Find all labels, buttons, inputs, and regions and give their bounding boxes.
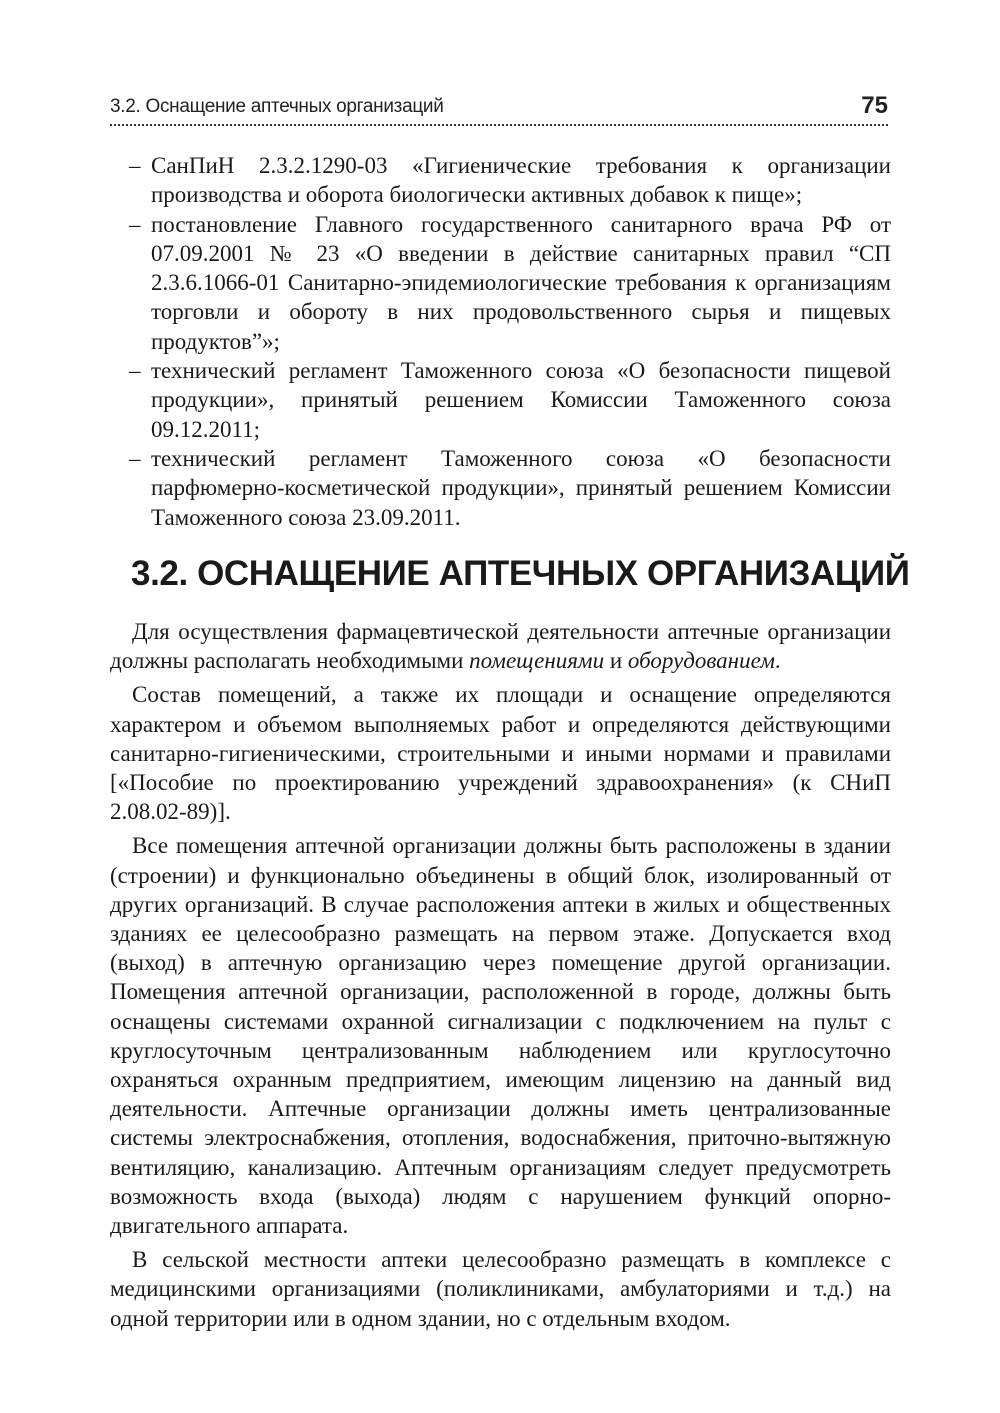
paragraph-text: Для осуществления фармацевтической деятельности аптечные организации должны располагать необходимыми bbox=[110, 619, 891, 674]
list-item bbox=[129, 210, 891, 356]
list-item bbox=[129, 356, 891, 444]
list-item-text: постановление Главного государственного санитарного врача РФ от 07.09.2001 № 23 «О введении в действие санитарных правил “СП 2.3.6.1066-01 Санитарно-эпидемиологические требования к организациям торговли и обороту в них продовольственного сырья и пищевых продуктов”»; bbox=[151, 211, 891, 354]
paragraph: Все помещения аптечной организации должны быть расположены в здании (строении) и функционально объединены в общий блок, изолированный от других организаций. В случае расположения аптеки в жилых и общественных зданиях ее целесообразно размещать на первом этаже. Допускается вход (выход) в аптечную организацию через помещение другой организации. Помещения аптечной организации, расположенной в городе, должны быть оснащены системами охранной сигнализации с подключением на пульт с круглосуточным централизованным наблюдением или круглосуточно охраняться охранным предприятием, имеющим лицензию на данный вид деятельности. Аптечные организации должны иметь централизованные системы электроснабжения, отопления, водоснабжения, приточно-вытяжную вентиляцию, канализацию. Аптечным организациям следует предусмотреть возможность входа (выхода) людям с нарушением функций опорно-двигательного аппарата. bbox=[110, 833, 891, 1239]
list-item-text: СанПиН 2.3.2.1290-03 «Гигиенические требования к организации производства и оборота биологически активных добавок к пище»; bbox=[151, 153, 891, 208]
running-header bbox=[110, 94, 888, 126]
paragraph: Состав помещений, а также их площади и оснащение определяются характером и объемом выполняемых работ и определяются действующими санитарно-гигиеническими, строительными и иными нормами и правилами [«Пособие по проектированию учреждений здравоохранения» (к СНиП 2.08.02-89)]. bbox=[110, 682, 891, 825]
section-heading: 3.2. ОСНАЩЕНИЕ АПТЕЧНЫХ ОРГАНИЗАЦИЙ bbox=[131, 554, 910, 593]
emphasis-premises: помещениями bbox=[469, 648, 605, 674]
section-body bbox=[110, 617, 891, 1338]
running-header-title: 3.2. Оснащение аптечных организаций bbox=[110, 96, 444, 117]
bullet-dash: – bbox=[129, 153, 141, 178]
page-number: 75 bbox=[861, 92, 888, 119]
paragraph: В сельской местности аптеки целесообразно размещать в комплексе с медицинскими организациями (поликлиниками, амбулаториями и т.д.) на одной территории или в одном здании, но с отдельным входом. bbox=[110, 1247, 891, 1331]
regulations-list bbox=[129, 151, 891, 532]
emphasis-equipment: оборудованием bbox=[627, 648, 775, 674]
list-item bbox=[129, 444, 891, 532]
list-item-text: технический регламент Таможенного союза «О безопасности парфюмерно-косметической продукции», принятый решением Комиссии Таможенного союза 23.09.2011. bbox=[151, 445, 891, 530]
paragraph-text: . bbox=[774, 648, 781, 674]
paragraph-text: и bbox=[604, 648, 628, 674]
list-item bbox=[129, 151, 891, 210]
paragraph bbox=[110, 617, 891, 675]
bullet-dash: – bbox=[129, 445, 141, 471]
list-item-text: технический регламент Таможенного союза «О безопасности пищевой продукции», принятый решением Комиссии Таможенного союза 09.12.2011; bbox=[151, 358, 891, 442]
bullet-dash: – bbox=[129, 211, 141, 237]
bullet-dash: – bbox=[129, 358, 141, 384]
